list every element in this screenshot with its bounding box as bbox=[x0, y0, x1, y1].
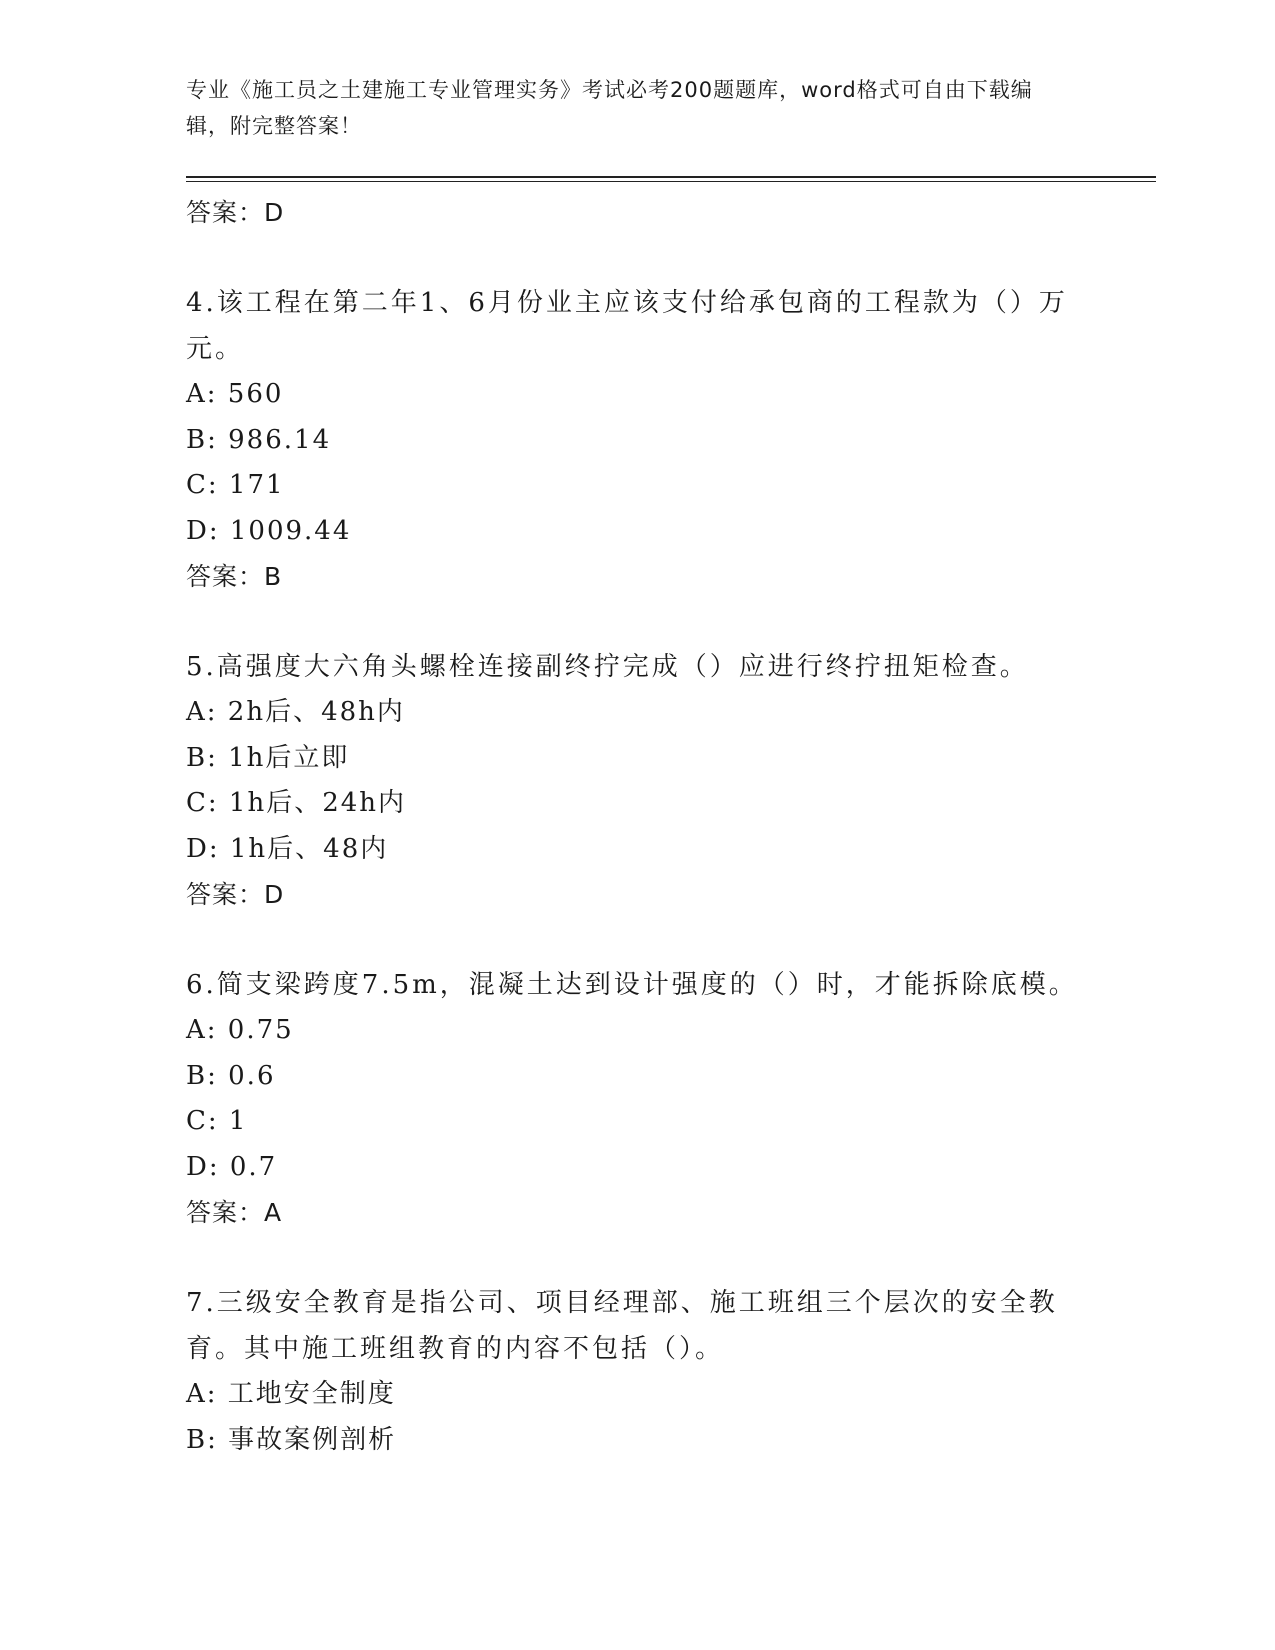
option-b: B: 0.6 bbox=[186, 1060, 276, 1091]
question-stem: 7.三级安全教育是指公司、项目经理部、施工班组三个层次的安全教育。其中施工班组教育的内容不包括（）。 bbox=[186, 1288, 1058, 1364]
question-stem: 4.该工程在第二年1、6月份业主应该支付给承包商的工程款为（）万元。 bbox=[186, 288, 1068, 364]
document-header: 专业《施工员之土建施工专业管理实务》考试必考200题题库，word格式可自由下载编辑，附完整答案！ bbox=[186, 78, 1033, 138]
question-stem: 6.简支梁跨度7.5m，混凝土达到设计强度的（）时，才能拆除底模。 bbox=[186, 970, 1078, 1000]
option-a: A: 560 bbox=[186, 379, 284, 409]
option-a: A: 0.75 bbox=[186, 1015, 294, 1045]
option-a: A: 工地安全制度 bbox=[186, 1379, 396, 1409]
answer-label: 答案：A bbox=[186, 1198, 283, 1227]
answer-label: 答案：B bbox=[186, 562, 283, 591]
option-d: D: 1h后、48内 bbox=[186, 833, 389, 864]
answer-label: 答案：D bbox=[186, 880, 285, 909]
option-b: B: 986.14 bbox=[186, 424, 332, 455]
option-d: D: 0.7 bbox=[186, 1151, 278, 1182]
option-c: C: 1h后、24h内 bbox=[186, 788, 407, 818]
option-c: C: 171 bbox=[186, 470, 285, 500]
question-block bbox=[186, 644, 1086, 918]
option-d: D: 1009.44 bbox=[186, 515, 352, 546]
option-a: A: 2h后、48h内 bbox=[186, 697, 405, 727]
option-b: B: 1h后立即 bbox=[186, 742, 350, 773]
question-block bbox=[186, 280, 1086, 600]
question-block bbox=[186, 962, 1086, 1236]
header-divider bbox=[186, 176, 1156, 182]
question-list bbox=[186, 190, 1086, 1463]
option-b: B: 事故案例剖析 bbox=[186, 1424, 397, 1455]
question-block bbox=[186, 1280, 1086, 1463]
question-stem: 5.高强度大六角头螺栓连接副终拧完成（）应进行终拧扭矩检查。 bbox=[186, 652, 1029, 682]
option-c: C: 1 bbox=[186, 1106, 248, 1136]
answer-label: 答案：D bbox=[186, 198, 285, 227]
